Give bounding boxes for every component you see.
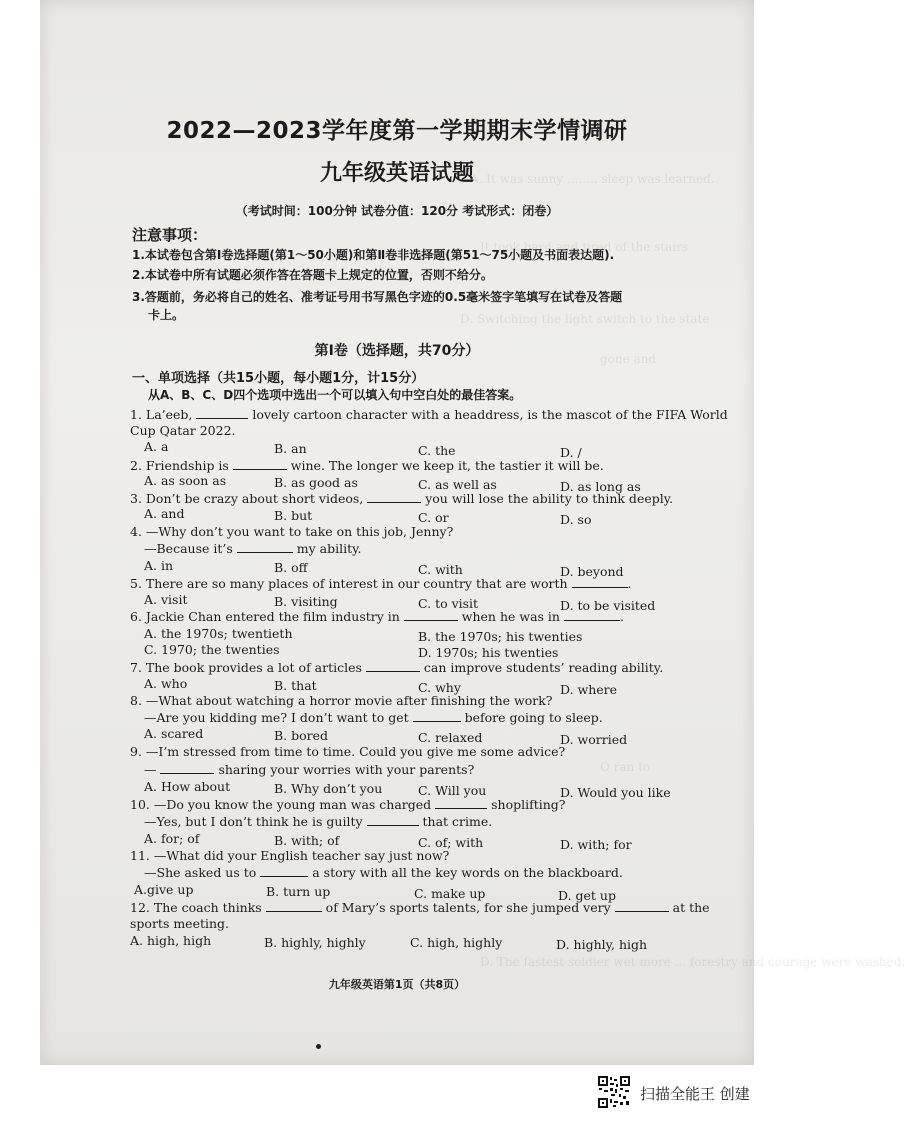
- answer-blank: [615, 900, 669, 912]
- answer-blank: [435, 797, 487, 809]
- question-1-cont: Cup Qatar 2022.: [130, 423, 236, 438]
- option-d: D. as long as: [560, 479, 641, 494]
- notice-item: 3.答题前，务必将自己的姓名、准考证号用书写黑色字迹的0.5毫米签字笔填写在试卷及答题: [132, 290, 623, 304]
- option-b: B. highly, highly: [264, 935, 366, 950]
- answer-blank: [266, 900, 322, 912]
- question-12-cont: sports meeting.: [130, 916, 230, 931]
- option-a: A. as soon as: [144, 473, 227, 488]
- notice-item: 卡上。: [148, 308, 185, 322]
- option-a: A. in: [144, 558, 174, 573]
- section-instruction: 从A、B、C、D四个选项中选出一个可以填入句中空白处的最佳答案。: [148, 388, 522, 402]
- option-d: D. with; for: [560, 837, 632, 852]
- option-a: A. high, high: [130, 933, 212, 948]
- option-c: C. 1970; the twenties: [144, 642, 280, 657]
- answer-blank: [413, 710, 461, 722]
- notice-heading: 注意事项：: [132, 226, 208, 244]
- option-c: C. to visit: [418, 596, 479, 611]
- option-c: C. or: [418, 510, 449, 525]
- option-c: C. with: [418, 562, 463, 577]
- option-b: B. with; of: [274, 833, 340, 848]
- option-d: D. where: [560, 682, 618, 697]
- option-c: C. as well as: [418, 477, 497, 492]
- question-6: 6. Jackie Chan entered the film industry in when he was in .: [130, 609, 624, 624]
- option-a: A. who: [144, 676, 188, 691]
- question-11-reply: —She asked us to a story with all the key words on the blackboard.: [144, 865, 623, 880]
- question-11: 11. —What did your English teacher say just now?: [130, 848, 450, 863]
- question-9-reply: — sharing your worries with your parents?: [144, 762, 475, 777]
- question-8: 8. —What about watching a horror movie after finishing the work?: [130, 693, 553, 708]
- answer-blank: [160, 762, 214, 774]
- answer-blank: [237, 541, 293, 553]
- option-b: B. an: [274, 441, 307, 456]
- answer-blank: [572, 576, 628, 588]
- answer-blank: [260, 865, 308, 877]
- question-10-reply: —Yes, but I don’t think he is guilty that crime.: [144, 814, 493, 829]
- option-d: D. 1970s; his twenties: [418, 645, 559, 660]
- exam-info: （考试时间：100分钟 试卷分值：120分 考试形式：闭卷）: [235, 204, 559, 218]
- option-c: C. why: [418, 680, 461, 695]
- option-b: B. bored: [274, 728, 329, 743]
- option-a: A. scared: [144, 726, 204, 741]
- part-title: 第Ⅰ卷（选择题，共70分）: [314, 343, 480, 359]
- question-5: 5. There are so many places of interest in our country that are worth .: [130, 576, 632, 591]
- answer-blank: [196, 407, 248, 419]
- option-c: C. high, highly: [410, 935, 503, 950]
- option-a: A. the 1970s; twentieth: [144, 626, 293, 641]
- answer-blank: [404, 609, 458, 621]
- option-b: B. but: [274, 508, 313, 523]
- option-a: A. a: [144, 439, 169, 454]
- option-d: D. worried: [560, 732, 628, 747]
- notice-item: 1.本试卷包含第Ⅰ卷选择题(第1～50小题)和第Ⅱ卷非选择题(第51～75小题及书面表达题).: [132, 248, 615, 262]
- question-2: 2. Friendship is wine. The longer we keep it, the tastier it will be.: [130, 458, 604, 473]
- question-3: 3. Don’t be crazy about short videos, you will lose the ability to think deeply.: [130, 491, 674, 506]
- option-b: B. Why don’t you: [274, 781, 383, 796]
- option-a: A.give up: [134, 882, 194, 897]
- scanned-page: A. It was sunny ........ sleep was learned. It took hard and tired of the stairs D. Switching the light switch to the state gone and O ran to 2022—2023学年度第一学期期末学情调研 九年级英语试题 （考试时间：100分钟 试卷分值：120分 考试形式：闭卷） 注意事项： 1.本试卷包含第Ⅰ卷选择题(第1～50小题)和第Ⅱ卷非选择题(第51～75小题及书面表达题). 2.本试卷中所有试题必须作答在答题卡上规定的位置，否则不给分。 3.答题前，务必将自己的姓名、准考证号用书写黑色字迹的0.5毫米签字笔填写在试卷及答题 卡上。 第Ⅰ卷（选择题，共70分） 一、单项选择（共15小题，每小题1分，计15分） 从A、B、C、D四个选项中选出一个可以填入句中空白处的最佳答案。 1. La’eeb, lovely cartoon character with a headdress, is the mascot of the FIFA World Cup Qatar 2022. A. a B. an C. the D. / 2. Friendship is wine. The longer we keep it, the tastier it will be. A. as soon as B. as good as C. as well as D. as long as 3. Don’t be crazy about short videos, you will lose the ability to think deeply. A. and B. but C. or D. so 4. —Why don’t you want to take on this job, Jenny? —Because it’s my ability. A. in B. off C. with D. beyond 5. There are so many places of interest in our country that are worth . A. visit B. visiting C. to visit D. to be visited 6. Jackie Chan entered the film industry in when he was in . A. the 1970s; twentieth B. the 1970s; his twenties C. 1970; the twenties D. 1970s; his twenties 7. The book provides a lot of articles can improve students’ reading ability. A. who B. that C. why D. where 8. —What about watching a horror movie after finishing the work? —Are you kidding me? I don’t want to get before going to sleep. A. scared B. bored C. relaxed D. worried 9. —I’m stressed from time to time. Could you give me some advice? — sharing your worries with your parents? A. How about B. Why don’t you C. Will you D. Would you like 10. —Do you know the young man was charged shoplifting? —Yes, but I don’t think he is guilty that crime. A. for; of B. with; of C. of; with D. with; for 11. —What did your English teacher say just now? —She asked us to a story with all the key words on the blackboard. A.give up B. turn up C. make up D. get up 12. The coach thinks of Mary’s sports talents, for she jumped very at the sports meeting. A. high, high B. highly, highly C. high, highly D. highly, high D. The fastest soldier wet more ... forestry and courage were washed. 九年级英语第1页（共8页）: [40, 0, 754, 1065]
- question-12: 12. The coach thinks of Mary’s sports talents, for she jumped very at the: [130, 900, 710, 915]
- answer-blank: [564, 609, 620, 621]
- option-d: D. so: [560, 512, 592, 527]
- option-b: B. off: [274, 560, 308, 575]
- question-7: 7. The book provides a lot of articles can improve students’ reading ability.: [130, 660, 664, 675]
- option-d: D. highly, high: [556, 937, 648, 952]
- question-10: 10. —Do you know the young man was charged shoplifting?: [130, 797, 566, 812]
- answer-blank: [366, 660, 420, 672]
- option-b: B. as good as: [274, 475, 358, 490]
- option-c: C. relaxed: [418, 730, 483, 745]
- answer-blank: [367, 491, 421, 503]
- question-8-reply: —Are you kidding me? I don’t want to get before going to sleep.: [144, 710, 603, 725]
- question-1: 1. La’eeb, lovely cartoon character with a headdress, is the mascot of the FIFA World: [130, 407, 728, 422]
- question-4-reply: —Because it’s my ability.: [144, 541, 362, 556]
- option-d: D. Would you like: [560, 785, 671, 800]
- option-d: D. /: [560, 445, 582, 460]
- answer-blank: [233, 458, 287, 470]
- page-footer: 九年级英语第1页（共8页）: [328, 978, 466, 991]
- option-a: A. How about: [144, 779, 231, 794]
- option-d: D. to be visited: [560, 598, 656, 613]
- option-c: C. the: [418, 443, 456, 458]
- question-4: 4. —Why don’t you want to take on this job, Jenny?: [130, 524, 454, 539]
- scanner-credit: 扫描全能王 创建: [640, 1085, 750, 1103]
- option-b: B. visiting: [274, 594, 338, 609]
- option-c: C. Will you: [418, 783, 487, 798]
- scan-speck: [316, 1044, 321, 1049]
- exam-subtitle: 九年级英语试题: [319, 161, 474, 186]
- option-a: A. for; of: [144, 831, 200, 846]
- qr-code-icon: [597, 1075, 631, 1109]
- option-a: A. and: [144, 506, 185, 521]
- notice-item: 2.本试卷中所有试题必须作答在答题卡上规定的位置，否则不给分。: [132, 268, 493, 282]
- option-d: D. beyond: [560, 564, 624, 579]
- exam-title: 2022—2023学年度第一学期期末学情调研: [166, 118, 628, 144]
- option-b: B. turn up: [266, 884, 331, 899]
- option-b: B. that: [274, 678, 317, 693]
- option-c: C. of; with: [418, 835, 484, 850]
- option-d: D. get up: [558, 888, 616, 903]
- option-a: A. visit: [144, 592, 188, 607]
- option-b: B. the 1970s; his twenties: [418, 629, 583, 644]
- option-c: C. make up: [414, 886, 486, 901]
- answer-blank: [367, 814, 419, 826]
- section-heading: 一、单项选择（共15小题，每小题1分，计15分）: [132, 371, 425, 386]
- question-9: 9. —I’m stressed from time to time. Could you give me some advice?: [130, 744, 566, 759]
